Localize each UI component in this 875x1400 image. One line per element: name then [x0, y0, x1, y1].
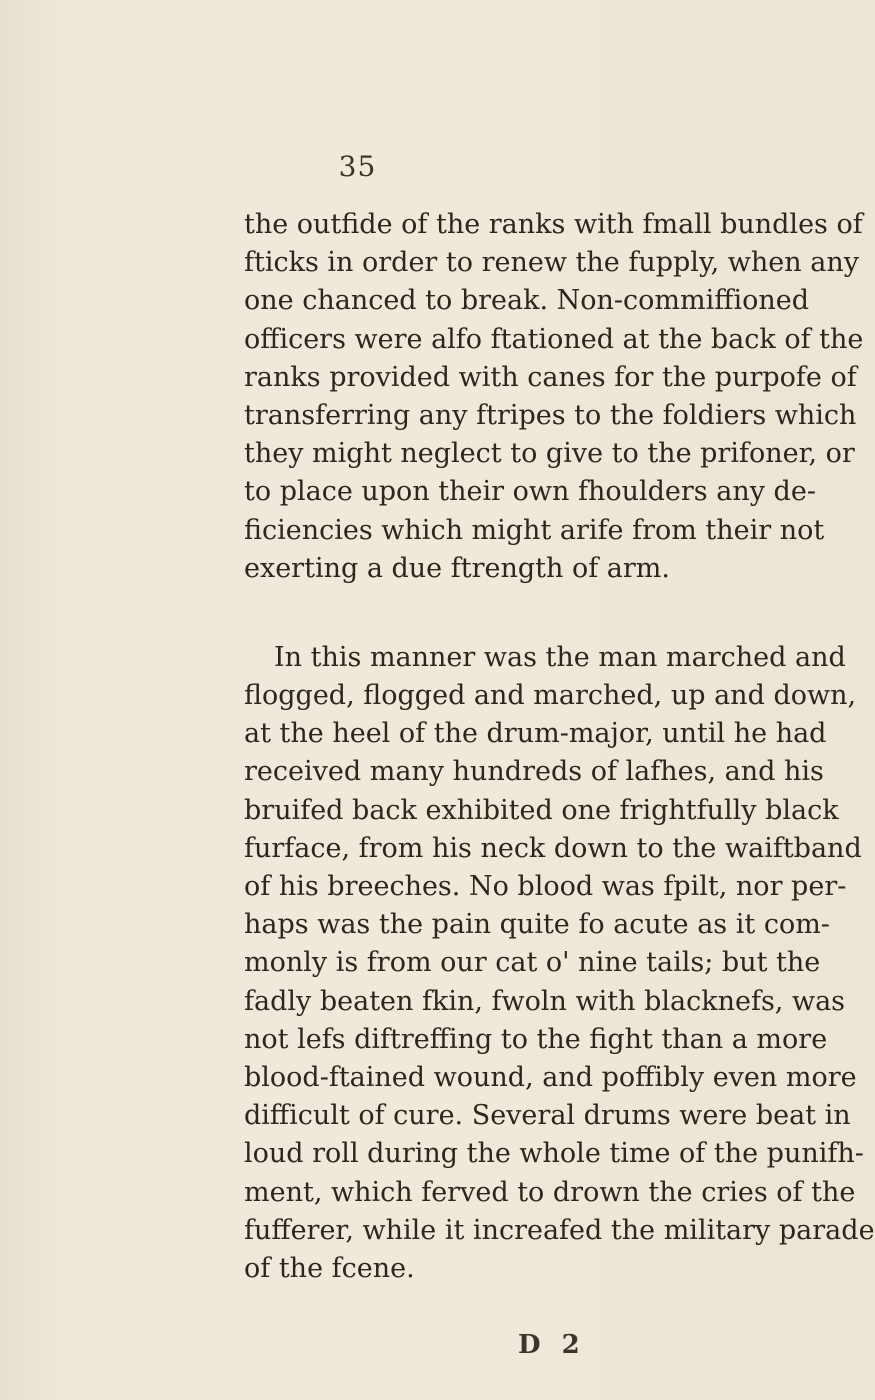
text-line: transferring any ftripes to the foldiers which [244, 399, 857, 431]
page-number: 35 [338, 150, 377, 183]
text-line: at the heel of the drum-major, until he had [244, 718, 827, 750]
text-line: one chanced to break. Non-commiffioned [244, 285, 809, 317]
text-line: flogged, flogged and marched, up and down, [244, 680, 857, 712]
text-line: monly is from our cat o' nine tails; but the [244, 947, 821, 979]
paragraph-1 [244, 206, 864, 588]
text-line: the outfide of the ranks with fmall bundles of [244, 209, 863, 240]
text-line: difficult of cure. Several drums were beat in [244, 1100, 851, 1132]
text-line: fticks in order to renew the fupply, when any [244, 247, 859, 279]
text-line: haps was the pain quite fo acute as it com- [244, 909, 830, 941]
paragraph-2 [244, 639, 875, 1288]
body-text [244, 206, 875, 1288]
text-line: ment, which ferved to drown the cries of the [244, 1176, 856, 1208]
text-line: of the fcene. [244, 1252, 415, 1284]
text-line: to place upon their own fhoulders any de- [244, 476, 816, 508]
signature-mark: D 2 [518, 1330, 586, 1360]
text-line: bruifed back exhibited one frightfully black [244, 794, 839, 826]
text-line: not lefs diftreffing to the fight than a more [244, 1023, 828, 1055]
text-line: furface, from his neck down to the waiftband [244, 832, 862, 864]
text-line: they might neglect to give to the prifoner, or [244, 438, 855, 470]
text-line: ficiencies which might arife from their not [244, 514, 825, 546]
text-line: of his breeches. No blood was fpilt, nor per- [244, 871, 847, 902]
text-line: fufferer, while it increafed the military parade [244, 1214, 875, 1246]
text-line: exerting a due ftrength of arm. [244, 552, 670, 584]
text-line: ranks provided with canes for the purpofe of [244, 361, 857, 393]
text-line: loud roll during the whole time of the punifh- [244, 1138, 864, 1170]
text-line: blood-ftained wound, and poffibly even more [244, 1061, 857, 1093]
text-line: In this manner was the man marched and [274, 641, 846, 673]
text-line: received many hundreds of lafhes, and his [244, 756, 824, 788]
text-line: fadly beaten fkin, fwoln with blacknefs, was [244, 985, 846, 1017]
paragraph-gap [244, 588, 714, 639]
text-line: officers were alfo ftationed at the back of the [244, 323, 864, 355]
